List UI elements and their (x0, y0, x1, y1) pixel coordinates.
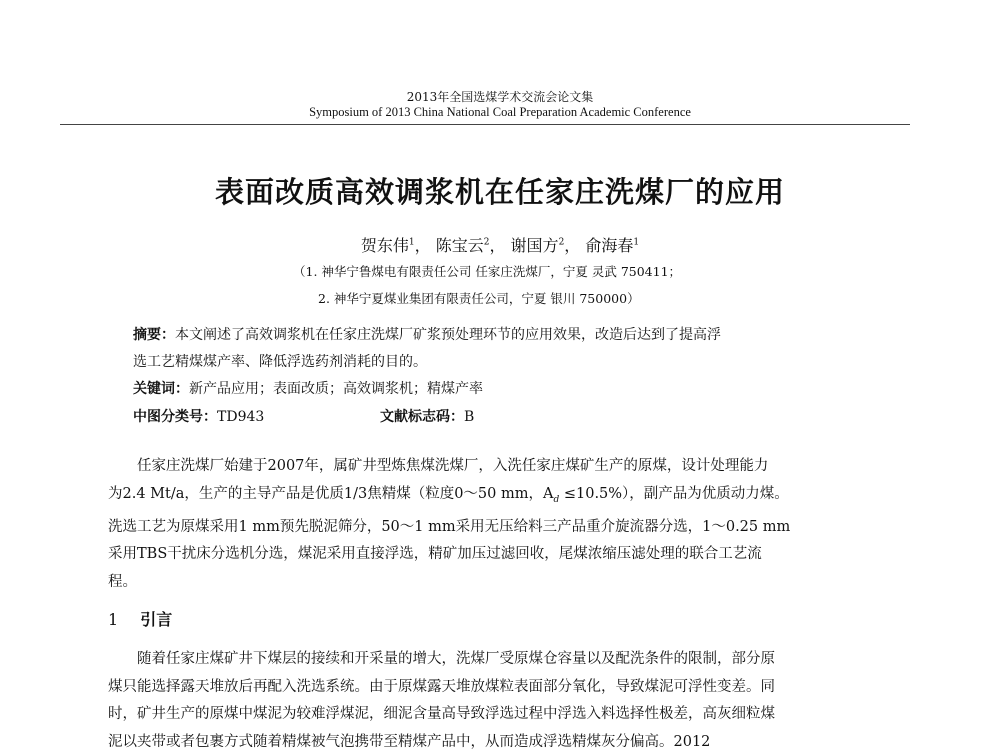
text-line: 洗选工艺为原煤采用1 mm预先脱泥筛分，50～1 mm采用无压给料三产品重介旋流器分选，1～0.25 mm (108, 514, 912, 542)
author-affil-mark: 2 (559, 238, 565, 248)
separator: ， (564, 236, 580, 255)
abstract-label: 摘要： (133, 327, 175, 343)
text-span: ≤10.5%），副产品为优质动力煤。 (559, 486, 789, 502)
author-affil-mark: 2 (484, 238, 490, 248)
classification-label: 中图分类号： (133, 409, 217, 425)
text-line: 程。 (108, 569, 912, 597)
author: 谢国方 (511, 236, 559, 255)
author: 陈宝云 (436, 236, 484, 255)
keywords-text: 新产品应用；表面改质；高效调浆机；精煤产率 (189, 381, 483, 397)
affiliation-1: （1. 神华宁鲁煤电有限责任公司 任家庄洗煤厂，宁夏 灵武 750411； (293, 262, 681, 280)
keywords (133, 378, 483, 398)
text-line: 时，矿井生产的原煤中煤泥为较难浮煤泥，细泥含量高导致浮选过程中浮选入料选择性极差，高灰细粒煤 (108, 701, 912, 729)
text-line (108, 481, 912, 514)
text-line: 采用TBS干扰床分选机分选，煤泥采用直接浮选，精矿加压过滤回收，尾煤浓缩压滤处理的联合工艺流 (108, 541, 912, 569)
abstract (133, 324, 721, 344)
running-header-cn: 2013年全国选煤学术交流会论文集 (0, 88, 1000, 105)
section-heading (108, 607, 172, 630)
affiliation-2: 2. 神华宁夏煤业集团有限责任公司，宁夏 银川 750000） (318, 289, 640, 307)
author-list (0, 233, 1000, 256)
text-line: 任家庄洗煤厂始建于2007年，属矿井型炼焦煤洗煤厂，入洗任家庄煤矿生产的原煤，设计处理能力 (108, 453, 912, 481)
classification-value: TD943 (217, 409, 264, 425)
separator: ， (489, 236, 505, 255)
abstract-text: 本文阐述了高效调浆机在任家庄洗煤厂矿浆预处理环节的应用效果，改造后达到了提高浮 (175, 327, 721, 343)
abstract-line-2: 选工艺精煤煤产率、降低浮选药剂消耗的目的。 (133, 351, 427, 371)
document-code (380, 406, 474, 426)
keywords-label: 关键词： (133, 381, 189, 397)
section-title: 引言 (140, 610, 172, 629)
author: 贺东伟 (361, 236, 409, 255)
header-rule (60, 124, 910, 125)
section1-paragraph (108, 646, 912, 756)
intro-paragraph (108, 453, 912, 596)
text-line: 煤只能选择露天堆放后再配入洗选系统。由于原煤露天堆放煤粒表面部分氧化，导致煤泥可浮性变差。同 (108, 674, 912, 702)
author-affil-mark: 1 (409, 238, 415, 248)
running-header-en: Symposium of 2013 China National Coal Preparation Academic Conference (0, 105, 1000, 120)
document-code-value: B (464, 409, 474, 425)
paper-title: 表面改质高效调浆机在任家庄洗煤厂的应用 (0, 170, 1000, 211)
author: 俞海春 (585, 236, 633, 255)
text-span: 为2.4 Mt/a，生产的主导产品是优质1/3焦精煤（粒度0～50 mm，A (108, 486, 553, 502)
document-code-label: 文献标志码： (380, 409, 464, 425)
text-line: 泥以夹带或者包裹方式随着精煤被气泡携带至精煤产品中，从而造成浮选精煤灰分偏高。2012 (108, 729, 912, 756)
section-number: 1 (108, 610, 118, 629)
separator: ， (415, 236, 431, 255)
text-line: 随着任家庄煤矿井下煤层的接续和开采量的增大，洗煤厂受原煤仓容量以及配洗条件的限制，部分原 (108, 646, 912, 674)
author-affil-mark: 1 (633, 238, 639, 248)
classification (133, 406, 264, 426)
subscript: d (553, 494, 559, 504)
